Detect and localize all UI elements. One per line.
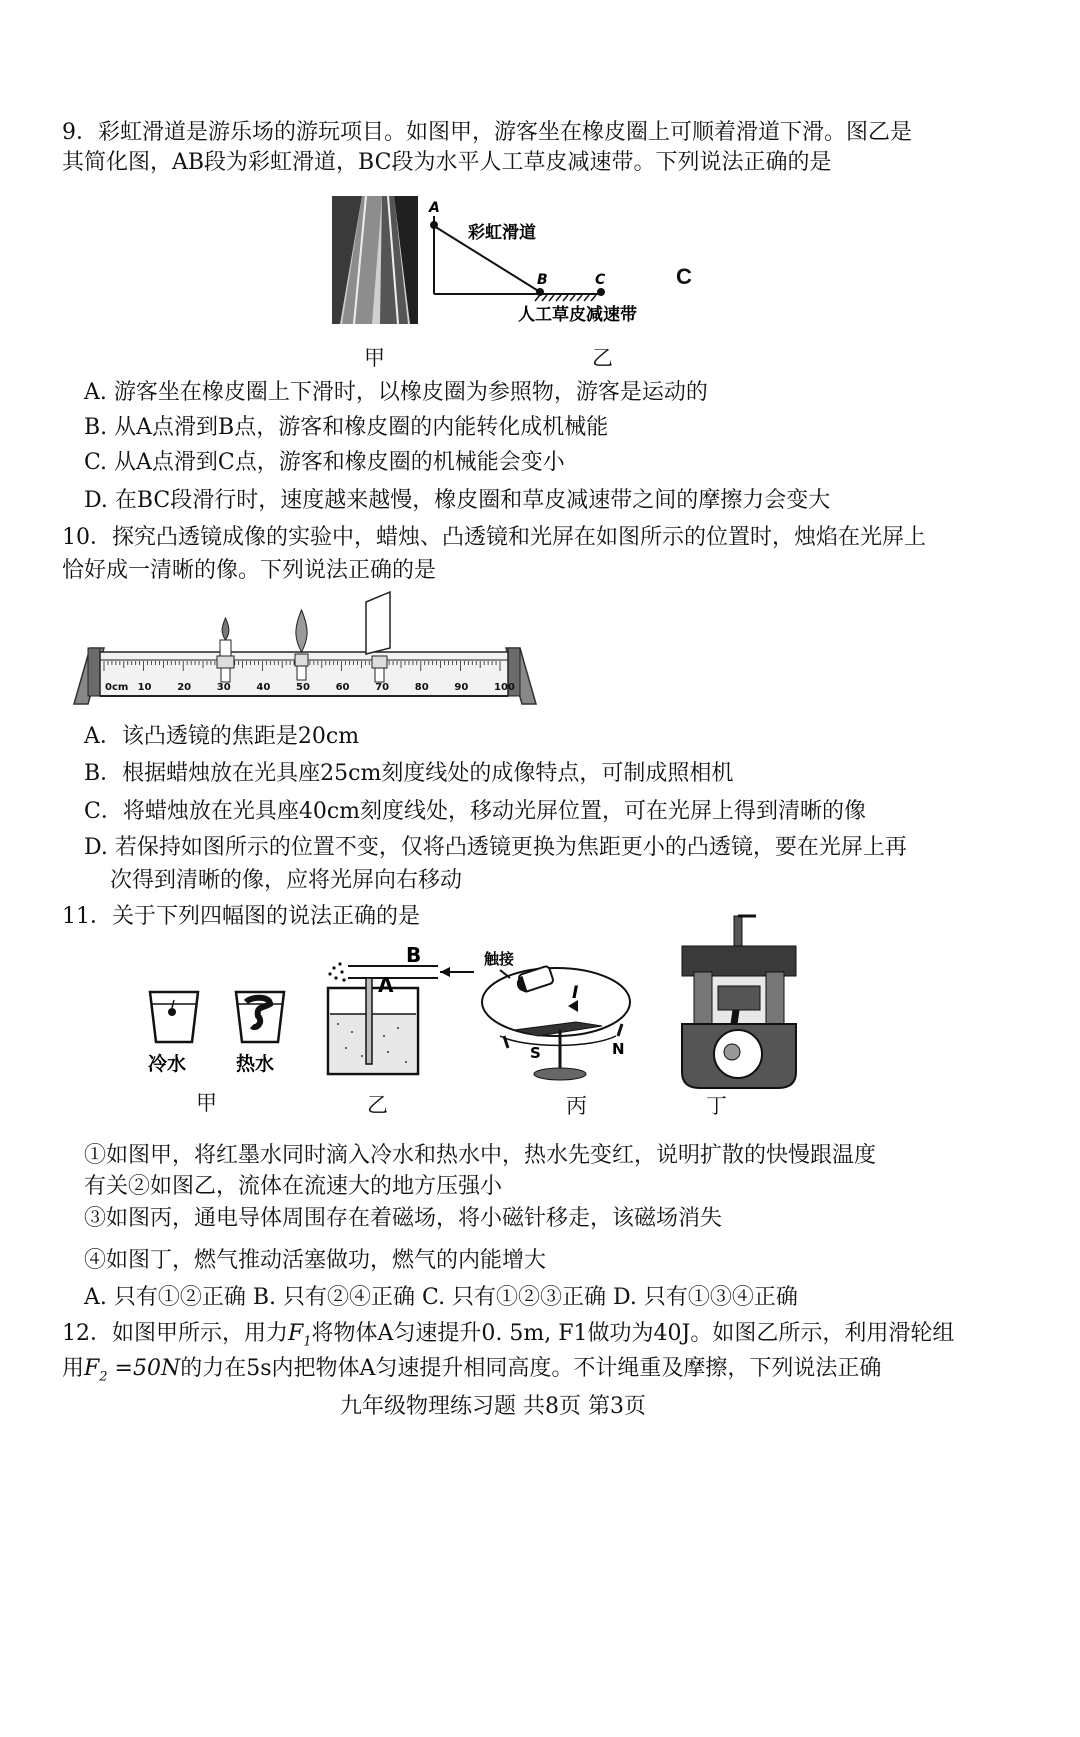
q11-label-b: B	[406, 944, 422, 967]
q12-force-f2-sub: 2	[99, 1369, 108, 1385]
q11-fig-yi-atomizer	[318, 944, 484, 1084]
bench-tick-label: 30	[216, 682, 231, 693]
q9-slide-label: 彩虹滑道	[468, 223, 536, 243]
bench-tick-label: 40	[256, 682, 271, 693]
q9-option-a: A. 游客坐在橡皮圈上下滑时，以橡皮圈为参照物，游客是运动的	[84, 380, 708, 405]
q12-force-f2: F	[84, 1356, 100, 1381]
q9-photo	[332, 196, 418, 324]
q10-optical-bench	[62, 588, 548, 710]
q11-statement-1: ①如图甲，将红墨水同时滴入冷水和热水中，热水先变红，说明扩散的快慢跟温度	[84, 1143, 877, 1168]
q11-caption-yi: 乙	[367, 1093, 388, 1117]
q11-hot-label: 热水	[236, 1053, 275, 1075]
q11-south-label: S	[530, 1044, 541, 1062]
q9-caption-jia: 甲	[364, 346, 385, 370]
q12-stem-line2	[62, 1354, 881, 1392]
q9-slide-diagram	[425, 196, 655, 326]
q11-touch-label: 触接	[484, 950, 515, 968]
q9-option-c: C. 从A点滑到C点，游客和橡皮圈的机械能会变小	[84, 450, 565, 475]
q10-stem-line2: 恰好成一清晰的像。下列说法正确的是	[62, 558, 437, 583]
q12-force-f1: F	[288, 1321, 304, 1346]
q9-answer-note: C	[676, 264, 692, 289]
q12-line1-part-b: 将物体A匀速提升0. 5m, F1做功为40J。如图乙所示，利用滑轮组	[311, 1321, 955, 1346]
bench-tick-label: 90	[454, 682, 469, 693]
page-footer: 九年级物理练习题 共8页 第3页	[340, 1394, 646, 1419]
bench-tick-label: 80	[414, 682, 429, 693]
q10-stem-line1: 10．探究凸透镜成像的实验中，蜡烛、凸透镜和光屏在如图所示的位置时，烛焰在光屏上	[62, 525, 926, 550]
bench-tick-label: 10	[137, 682, 152, 693]
q11-current-label: I	[572, 983, 579, 1003]
q12-force-f1-sub: 1	[303, 1334, 312, 1350]
q12-line2-part-a: 用	[62, 1356, 85, 1381]
q11-fig-jia-beakers	[140, 986, 300, 1078]
q11-caption-jia: 甲	[196, 1091, 217, 1115]
bench-tick-label: 20	[177, 682, 192, 693]
bench-tick-label: 100	[494, 682, 515, 693]
q12-line2-part-b: 的力在5s内把物体A匀速提升相同高度。不计绳重及摩擦，下列说法正确	[180, 1356, 882, 1381]
q9-belt-label: 人工草皮减速带	[518, 305, 637, 325]
q12-line1-part-a: 12．如图甲所示，用力	[62, 1321, 288, 1346]
q9-option-d: D. 在BC段滑行时，速度越来越慢，橡皮圈和草皮减速带之间的摩擦力会变大	[84, 488, 831, 513]
q10-option-a: A．该凸透镜的焦距是20cm	[84, 724, 360, 749]
q12-force-f2-value: =50N	[107, 1356, 181, 1381]
q9-stem-line1: 9．彩虹滑道是游乐场的游玩项目。如图甲，游客坐在橡皮圈上可顺着滑道下滑。图乙是	[62, 120, 912, 145]
bench-tick-label: 50	[296, 682, 310, 693]
q11-stem: 11．关于下列四幅图的说法正确的是	[62, 904, 420, 929]
q11-statement-3: ③如图丙，通电导体周围存在着磁场，将小磁针移走，该磁场消失	[84, 1206, 723, 1231]
bench-tick-label: 0cm	[105, 682, 129, 693]
q9-option-b: B. 从A点滑到B点，游客和橡皮圈的内能转化成机械能	[84, 415, 609, 440]
bench-tick-label: 70	[375, 682, 390, 693]
q10-option-d-line2: 次得到清晰的像，应将光屏向右移动	[110, 868, 463, 893]
q11-label-a: A	[378, 973, 394, 997]
q11-north-label: N	[612, 1040, 625, 1058]
q10-option-d-line1: D. 若保持如图所示的位置不变，仅将凸透镜更换为焦距更小的凸透镜，要在光屏上再	[84, 835, 907, 860]
q11-statement-1b-2: 有关②如图乙，流体在流速大的地方压强小	[84, 1174, 503, 1199]
q11-caption-ding: 丁	[706, 1094, 727, 1118]
q9-caption-yi: 乙	[592, 346, 613, 370]
q10-option-c: C．将蜡烛放在光具座40cm刻度线处，移动光屏位置，可在光屏上得到清晰的像	[84, 799, 867, 824]
bench-tick-label: 60	[335, 682, 350, 693]
q9-label-a: A	[429, 200, 440, 216]
q9-label-c: C	[595, 272, 606, 288]
q11-fig-bing-oersted	[478, 944, 638, 1090]
q11-options: A. 只有①②正确 B. 只有②④正确 C. 只有①②③正确 D. 只有①③④正确	[84, 1285, 798, 1310]
q9-stem-line2: 其简化图，AB段为彩虹滑道，BC段为水平人工草皮减速带。下列说法正确的是	[62, 150, 832, 175]
q11-cold-label: 冷水	[148, 1053, 187, 1075]
q11-caption-bing: 丙	[566, 1094, 587, 1118]
q10-option-b: B．根据蜡烛放在光具座25cm刻度线处的成像特点，可制成照相机	[84, 761, 734, 786]
q11-fig-ding-engine	[676, 912, 802, 1092]
q11-statement-4: ④如图丁，燃气推动活塞做功，燃气的内能增大	[84, 1248, 547, 1273]
q12-stem-line1	[62, 1319, 954, 1357]
q9-label-b: B	[537, 272, 548, 288]
